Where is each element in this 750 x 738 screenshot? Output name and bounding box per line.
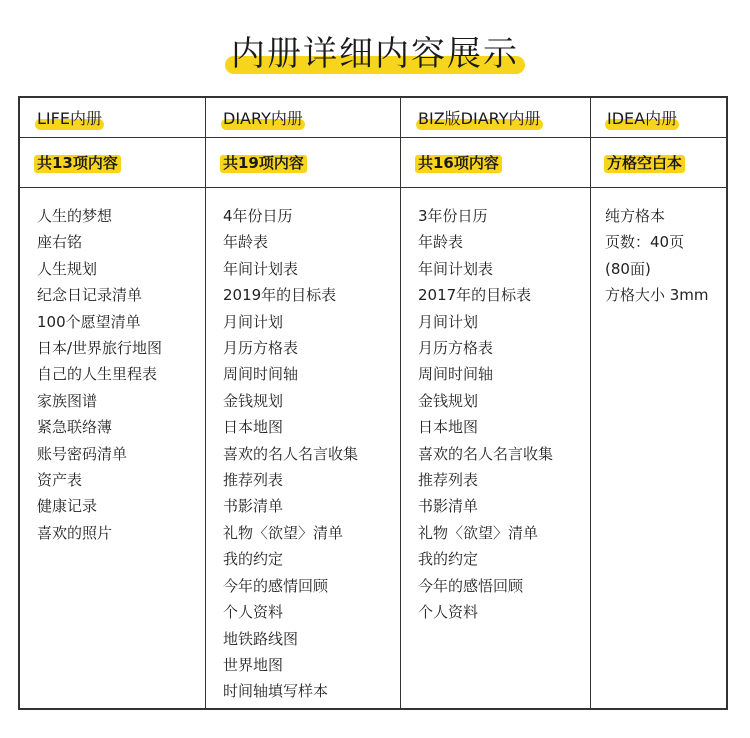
item-list — [20, 188, 205, 546]
list-item: 年间计划表 — [223, 259, 299, 278]
list-item: 月间计划 — [223, 312, 284, 331]
list-item: 紧急联络薄 — [37, 418, 113, 437]
column-life — [20, 98, 206, 708]
column-summary — [206, 138, 400, 188]
list-item: 年龄表 — [223, 233, 269, 252]
list-item: 页数：40页 — [605, 233, 685, 252]
page-title — [225, 32, 525, 76]
column-summary — [401, 138, 590, 188]
list-item: 100个愿望清单 — [37, 312, 141, 331]
list-item: 日本/世界旅行地图 — [37, 339, 163, 358]
list-item: 喜欢的照片 — [37, 523, 113, 542]
page-title-area — [0, 32, 750, 76]
column-summary — [591, 138, 726, 188]
list-item: 年龄表 — [418, 233, 464, 252]
column-summary-label: 方格空白本 — [607, 153, 683, 172]
list-item: 世界地图 — [223, 655, 284, 674]
page-title-text: 内册详细内容展示 — [231, 34, 519, 74]
column-header — [206, 98, 400, 138]
list-item: 礼物〈欲望〉清单 — [223, 523, 344, 542]
list-item: 月历方格表 — [418, 339, 494, 358]
column-biz-diary — [401, 98, 591, 708]
list-item: 2019年的目标表 — [223, 286, 337, 305]
list-item: 喜欢的名人名言收集 — [223, 444, 359, 463]
column-diary — [206, 98, 401, 708]
list-item: 方格大小 3mm — [605, 286, 709, 305]
item-list — [206, 188, 400, 705]
item-list — [401, 188, 590, 626]
column-header — [401, 98, 590, 138]
column-header — [591, 98, 726, 138]
column-header-label: BIZ版DIARY内册 — [418, 108, 541, 128]
list-item: 今年的感悟回顾 — [418, 576, 524, 595]
content-table — [18, 96, 728, 710]
list-item: 账号密码清单 — [37, 444, 128, 463]
list-item: 今年的感情回顾 — [223, 576, 329, 595]
column-header-label: DIARY内册 — [223, 108, 303, 128]
list-item: 周间时间轴 — [418, 365, 494, 384]
list-item: 3年份日历 — [418, 207, 488, 225]
column-idea — [591, 98, 726, 708]
list-item: 月历方格表 — [223, 339, 299, 358]
list-item: 2017年的目标表 — [418, 286, 532, 305]
list-item: 地铁路线图 — [223, 629, 299, 648]
column-header-label: IDEA内册 — [607, 108, 678, 128]
list-item: 喜欢的名人名言收集 — [418, 444, 554, 463]
item-list — [591, 188, 726, 309]
list-item: 日本地图 — [418, 418, 479, 437]
list-item: 月间计划 — [418, 312, 479, 331]
column-summary-label: 共13项内容 — [37, 153, 118, 172]
list-item: 周间时间轴 — [223, 365, 299, 384]
list-item: 座右铭 — [37, 233, 83, 252]
list-item: 家族图谱 — [37, 391, 98, 410]
list-item: 年间计划表 — [418, 259, 494, 278]
column-summary — [20, 138, 205, 188]
column-summary-label: 共16项内容 — [418, 153, 499, 172]
list-item: 自己的人生里程表 — [37, 365, 158, 384]
list-item: 推荐列表 — [418, 471, 479, 490]
column-header-label: LIFE内册 — [37, 108, 102, 128]
list-item: 日本地图 — [223, 418, 284, 437]
list-item: 个人资料 — [223, 603, 284, 622]
list-item: 4年份日历 — [223, 207, 293, 225]
list-item: 人生的梦想 — [37, 207, 113, 225]
list-item: 金钱规划 — [418, 391, 479, 410]
list-item: 纯方格本 — [605, 207, 666, 225]
list-item: 健康记录 — [37, 497, 98, 516]
list-item: 金钱规划 — [223, 391, 284, 410]
list-item: 资产表 — [37, 471, 83, 490]
list-item: 人生规划 — [37, 259, 98, 278]
list-item: 书影清单 — [223, 497, 284, 516]
list-item: (80面) — [605, 259, 651, 278]
list-item: 书影清单 — [418, 497, 479, 516]
list-item: 纪念日记录清单 — [37, 286, 143, 305]
list-item: 个人资料 — [418, 603, 479, 622]
list-item: 时间轴填写样本 — [223, 682, 329, 701]
column-header — [20, 98, 205, 138]
list-item: 我的约定 — [223, 550, 284, 569]
list-item: 我的约定 — [418, 550, 479, 569]
list-item: 礼物〈欲望〉清单 — [418, 523, 539, 542]
list-item: 推荐列表 — [223, 471, 284, 490]
column-summary-label: 共19项内容 — [223, 153, 304, 172]
